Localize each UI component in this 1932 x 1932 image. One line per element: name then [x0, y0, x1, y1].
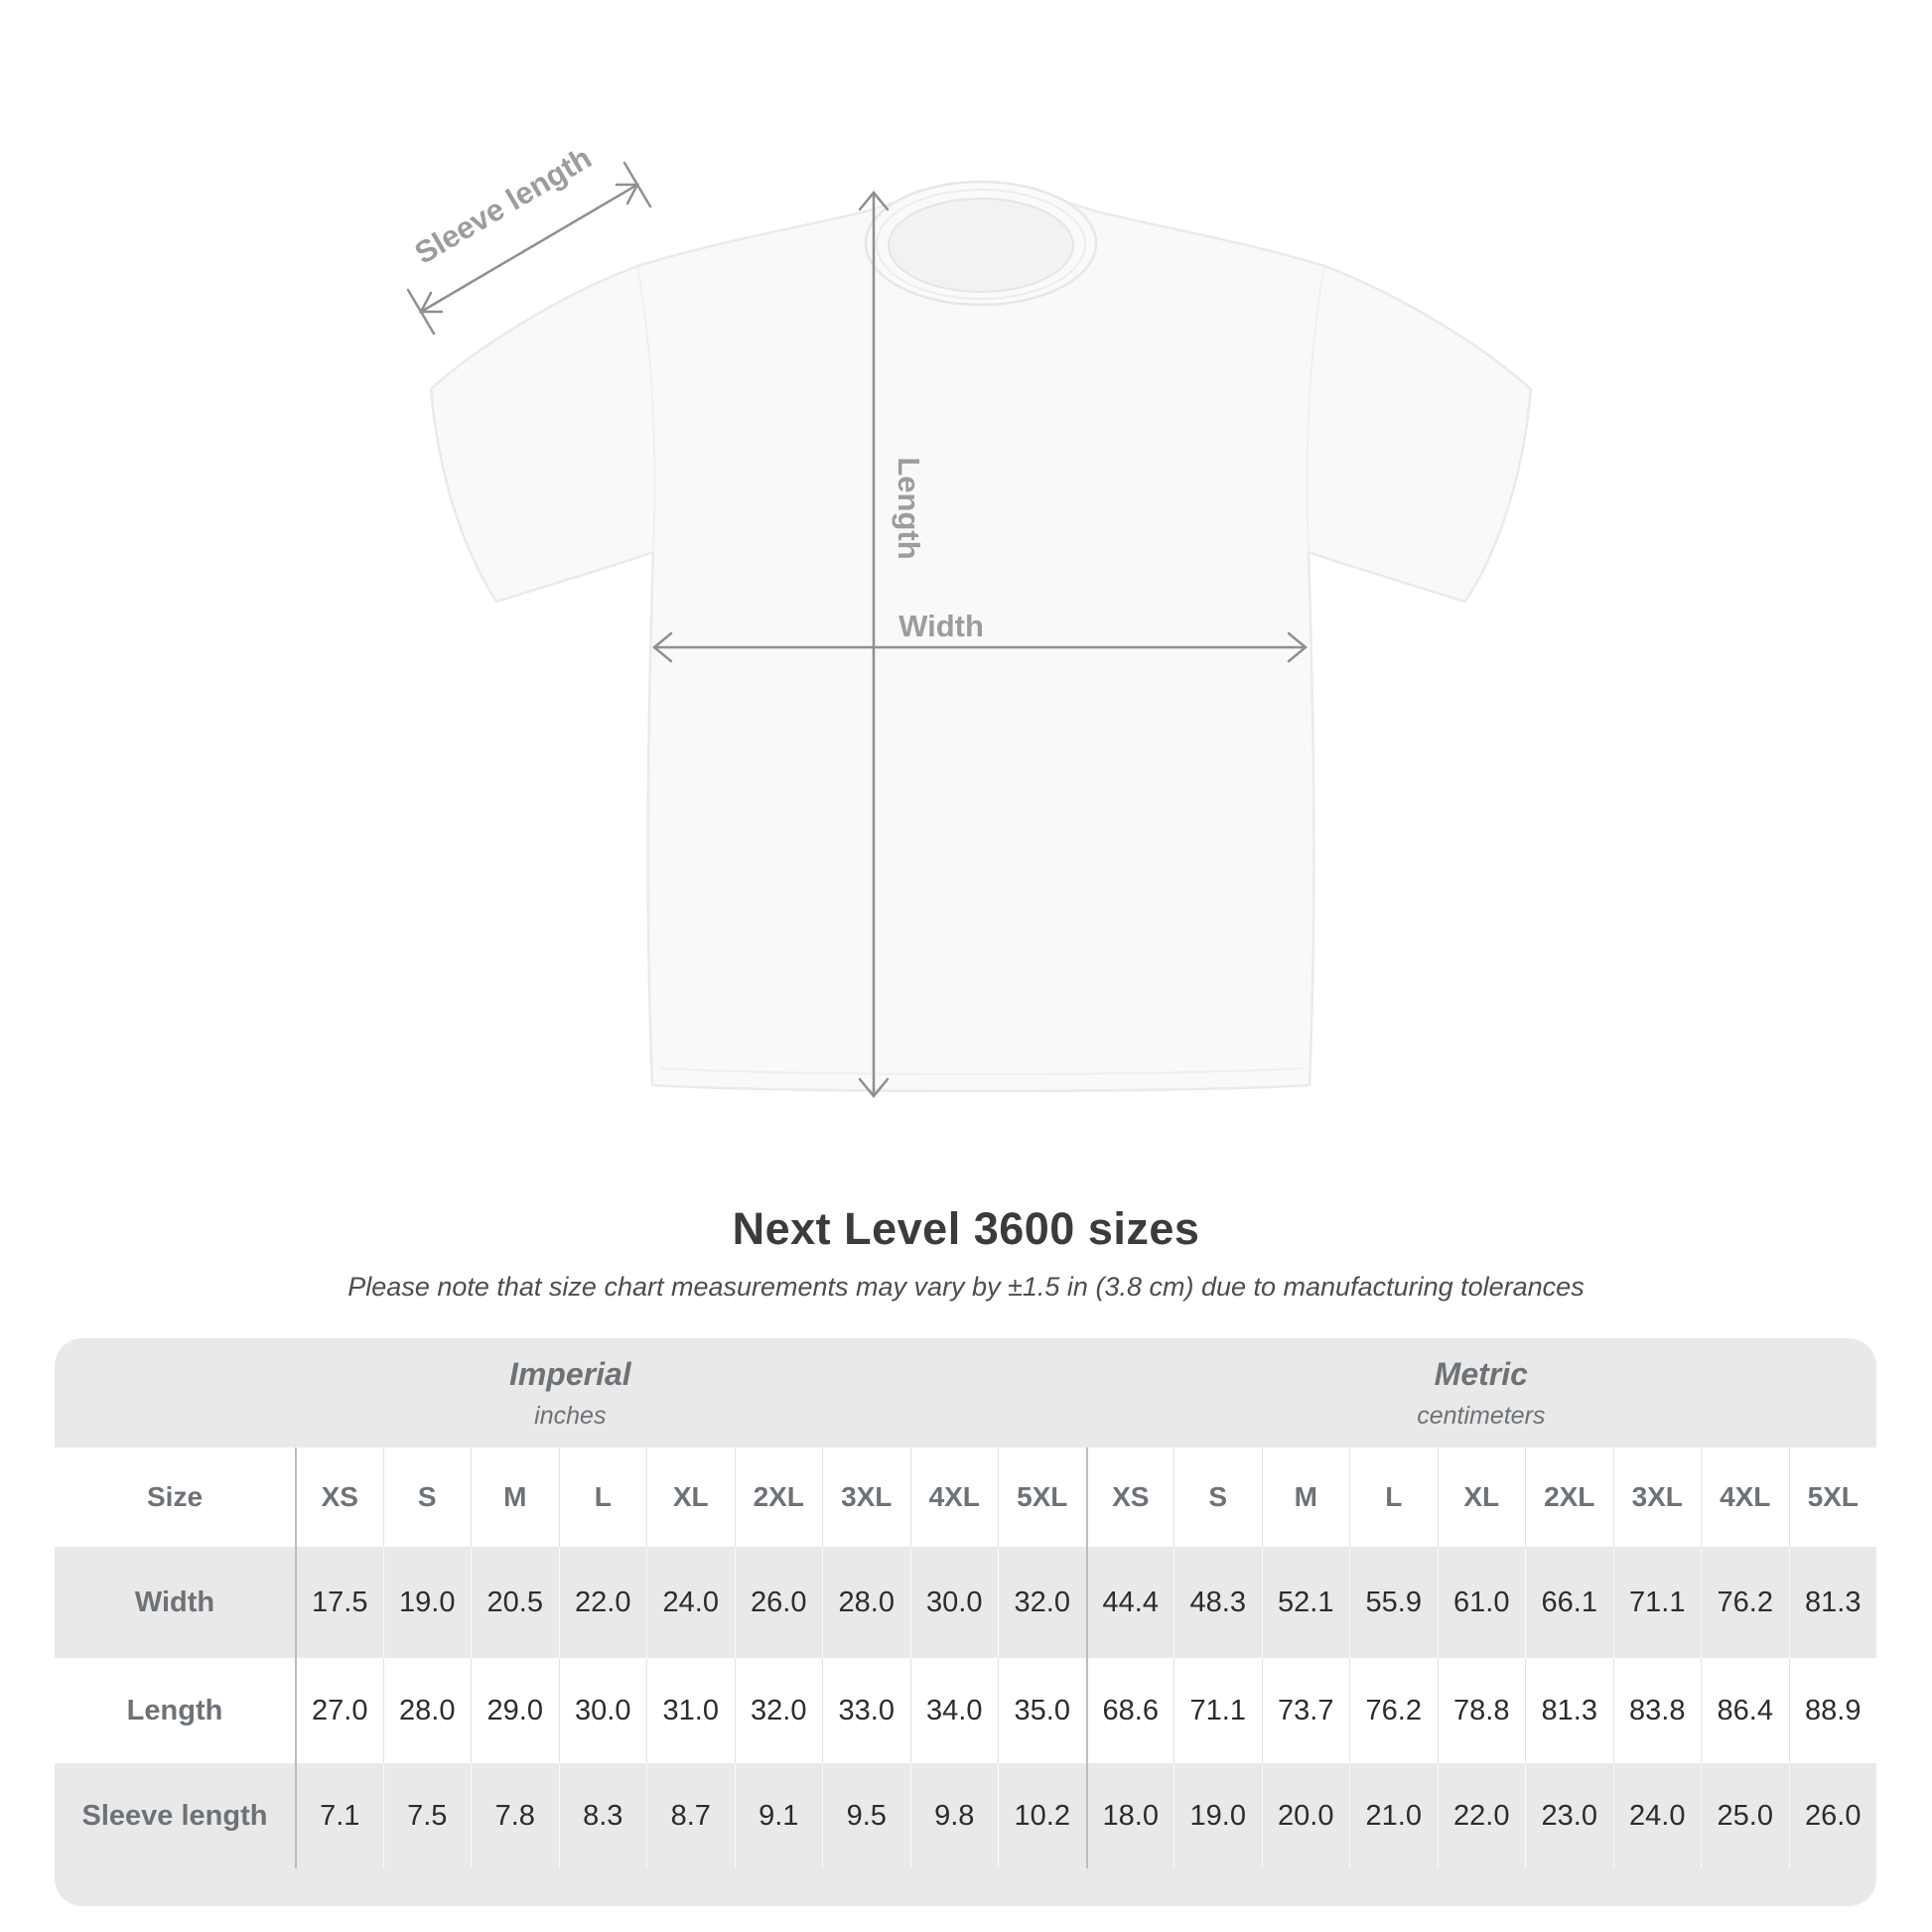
value-cell: 28.0 — [383, 1658, 472, 1763]
table-row — [55, 1547, 1876, 1658]
value-cell: 44.4 — [1086, 1547, 1174, 1658]
value-cell: 76.2 — [1349, 1658, 1438, 1763]
size-header-cell: 3XL — [1613, 1448, 1702, 1547]
size-header-cell: 4XL — [1701, 1448, 1789, 1547]
size-header-cell: L — [559, 1448, 647, 1547]
value-cell: 35.0 — [998, 1658, 1086, 1763]
size-header-cell: 4XL — [910, 1448, 999, 1547]
value-cell: 24.0 — [646, 1547, 735, 1658]
value-cell: 7.8 — [471, 1763, 559, 1868]
value-cell: 7.1 — [295, 1763, 383, 1868]
value-cell: 29.0 — [471, 1658, 559, 1763]
value-cell: 61.0 — [1438, 1547, 1526, 1658]
size-header-cell: 2XL — [1525, 1448, 1613, 1547]
value-cell: 27.0 — [295, 1658, 383, 1763]
value-cell: 24.0 — [1613, 1763, 1702, 1868]
value-cell: 71.1 — [1613, 1547, 1702, 1658]
size-header-cell: 5XL — [998, 1448, 1086, 1547]
value-cell: 81.3 — [1525, 1658, 1613, 1763]
size-header-cell: M — [471, 1448, 559, 1547]
measurement-grid — [55, 1448, 1876, 1868]
value-cell: 8.7 — [646, 1763, 735, 1868]
value-cell: 22.0 — [1438, 1763, 1526, 1868]
value-cell: 34.0 — [910, 1658, 999, 1763]
value-cell: 48.3 — [1173, 1547, 1262, 1658]
size-chart-table — [55, 1338, 1876, 1906]
value-cell: 68.6 — [1086, 1658, 1174, 1763]
value-cell: 19.0 — [1173, 1763, 1262, 1868]
metric-title: Metric — [1434, 1355, 1528, 1392]
row-label: Width — [134, 1586, 215, 1618]
value-cell: 30.0 — [559, 1658, 647, 1763]
value-cell: 9.8 — [910, 1763, 999, 1868]
value-cell: 78.8 — [1438, 1658, 1526, 1763]
metric-subtitle: centimeters — [1417, 1401, 1546, 1430]
value-cell: 26.0 — [1789, 1763, 1877, 1868]
value-cell: 33.0 — [822, 1658, 910, 1763]
value-cell: 9.1 — [735, 1763, 823, 1868]
value-cell: 28.0 — [822, 1547, 910, 1658]
value-cell: 52.1 — [1262, 1547, 1350, 1658]
value-cell: 19.0 — [383, 1547, 472, 1658]
row-label: Sleeve length — [81, 1799, 268, 1832]
size-header-cell: 3XL — [822, 1448, 910, 1547]
value-cell: 23.0 — [1525, 1763, 1613, 1868]
table-row — [55, 1658, 1876, 1763]
value-cell: 17.5 — [295, 1547, 383, 1658]
value-cell: 30.0 — [910, 1547, 999, 1658]
size-header-cell: S — [1173, 1448, 1262, 1547]
unit-header-band — [55, 1338, 1876, 1448]
value-cell: 20.5 — [471, 1547, 559, 1658]
size-header-cell: S — [383, 1448, 472, 1547]
imperial-header — [55, 1356, 1086, 1431]
value-cell: 31.0 — [646, 1658, 735, 1763]
collar-opening — [889, 199, 1073, 292]
metric-header — [1086, 1356, 1876, 1431]
length-label: Length — [892, 457, 926, 560]
value-cell: 55.9 — [1349, 1547, 1438, 1658]
value-cell: 20.0 — [1262, 1763, 1350, 1868]
size-header-cell: L — [1349, 1448, 1438, 1547]
value-cell: 88.9 — [1789, 1658, 1877, 1763]
value-cell: 66.1 — [1525, 1547, 1613, 1658]
value-cell: 32.0 — [998, 1547, 1086, 1658]
value-cell: 81.3 — [1789, 1547, 1877, 1658]
imperial-title: Imperial — [508, 1355, 631, 1392]
size-header-cell: 2XL — [735, 1448, 823, 1547]
value-cell: 9.5 — [822, 1763, 910, 1868]
value-cell: 21.0 — [1349, 1763, 1438, 1868]
size-header-cell: XL — [1438, 1448, 1526, 1547]
row-label: Length — [126, 1694, 223, 1726]
tolerance-note: Please note that size chart measurements may vary by ±1.5 in (3.8 cm) due to manufacturing tolerances — [347, 1272, 1585, 1302]
value-cell: 73.7 — [1262, 1658, 1350, 1763]
value-cell: 10.2 — [998, 1763, 1086, 1868]
value-cell: 18.0 — [1086, 1763, 1174, 1868]
value-cell: 25.0 — [1701, 1763, 1789, 1868]
value-cell: 26.0 — [735, 1547, 823, 1658]
size-header-cell: M — [1262, 1448, 1350, 1547]
size-header-cell: 5XL — [1789, 1448, 1877, 1547]
size-header-cell: XS — [1086, 1448, 1174, 1547]
value-cell: 32.0 — [735, 1658, 823, 1763]
value-cell: 22.0 — [559, 1547, 647, 1658]
value-cell: 8.3 — [559, 1763, 647, 1868]
table-row — [55, 1763, 1876, 1868]
page-title: Next Level 3600 sizes — [732, 1203, 1200, 1254]
size-header-cell: XS — [295, 1448, 383, 1547]
size-header-cell: XL — [646, 1448, 735, 1547]
sleeve-length-label: Sleeve length — [408, 140, 598, 271]
width-label: Width — [898, 609, 984, 643]
table-row — [55, 1448, 1876, 1547]
value-cell: 76.2 — [1701, 1547, 1789, 1658]
value-cell: 83.8 — [1613, 1658, 1702, 1763]
imperial-subtitle: inches — [534, 1401, 607, 1430]
value-cell: 71.1 — [1173, 1658, 1262, 1763]
value-cell: 86.4 — [1701, 1658, 1789, 1763]
column-header-size: Size — [146, 1481, 204, 1512]
value-cell: 7.5 — [383, 1763, 472, 1868]
